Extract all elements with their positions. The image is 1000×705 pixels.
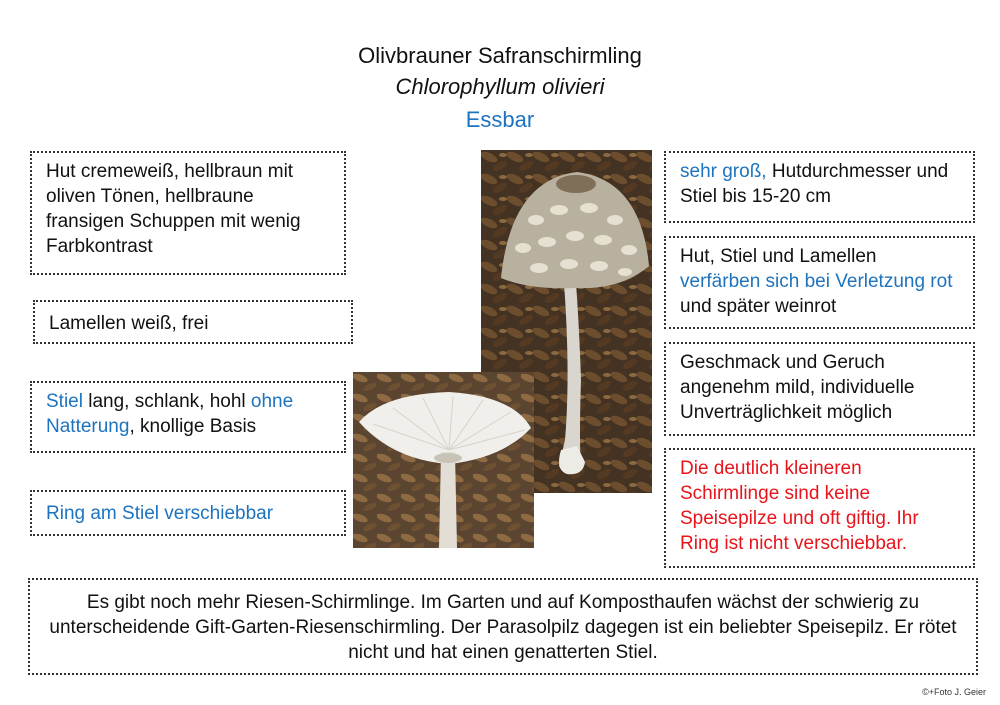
mushroom-photo-bottom [353,372,534,548]
edibility-label: Essbar [465,107,535,132]
color-change-text-1: Hut, Stiel und Lamellen [680,246,877,267]
color-change-box [664,236,975,329]
taste-description: Geschmack und Geruch angenehm mild, individuelle Unverträglichkeit möglich [680,352,915,423]
stiel-label: Stiel [46,391,83,412]
bottom-note: Es gibt noch mehr Riesen-Schirmlinge. Im Garten und auf Komposthaufen wächst der schwierig zu unterscheidende Gift-Garten-Riesenschirmling. Der Parasolpilz dagegen ist ein beliebter Speisepilz. Er rötet nicht und hat einen genatterten Stiel. [49,592,957,663]
size-box [664,151,975,223]
taste-box [664,342,975,436]
lamellen-description: Lamellen weiß, frei [49,313,209,334]
warning-text: Die deutlich kleineren Schirmlinge sind keine Speisepilze und oft giftig. Ihr Ring ist nicht verschiebbar. [680,458,919,554]
color-change-text-2: und später weinrot [680,296,837,317]
stiel-box [30,381,346,453]
size-text: Hutdurchmesser und Stiel bis 15-20 cm [680,161,949,207]
ring-box [30,490,346,536]
size-highlight: sehr groß, [680,161,767,182]
hut-description: Hut cremeweiß, hellbraun mit oliven Tönen, hellbraune fransigen Schuppen mit wenig Farbkontrast [46,161,301,257]
stiel-text-2: , knollige Basis [129,416,257,437]
stiel-no-pattern: ohne Natterung [46,391,294,437]
hut-description-box [30,151,346,275]
common-name-title: Olivbrauner Safranschirmling [358,43,642,68]
latin-name: Chlorophyllum olivieri [395,74,605,99]
lamellen-box [33,300,353,344]
photo-credit: ©+Foto J. Geier [922,687,986,697]
color-change-highlight: verfärben sich bei Verletzung rot [680,271,953,292]
stiel-text-1: lang, schlank, hohl [82,391,251,412]
bottom-note-box [28,578,978,675]
warning-box [664,448,975,568]
ring-description: Ring am Stiel verschiebbar [46,503,274,524]
